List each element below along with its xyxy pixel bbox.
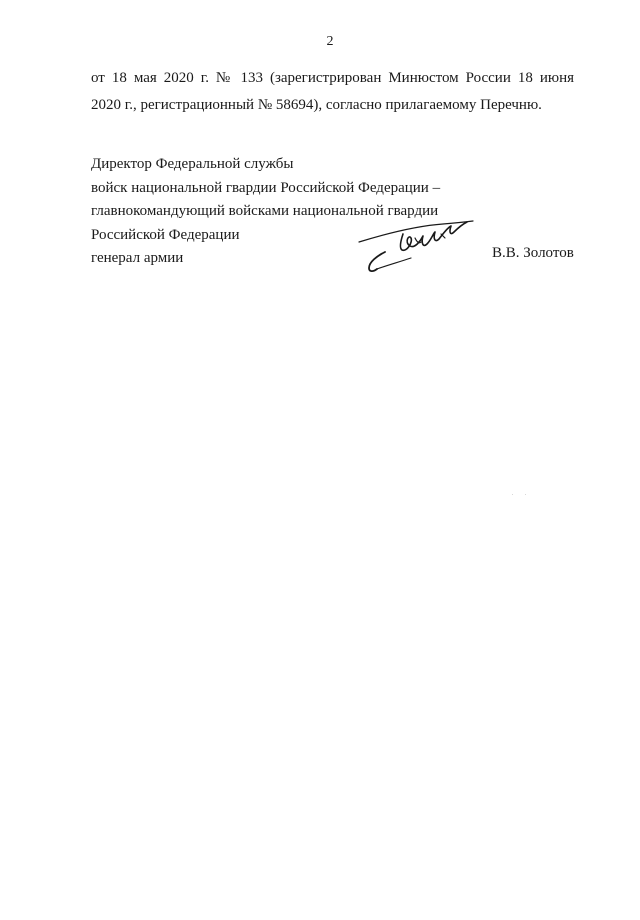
handwritten-signature-icon xyxy=(355,212,480,282)
body-paragraph xyxy=(91,65,574,119)
signatory-title-line: Российской Федерации xyxy=(91,226,240,243)
signatory-title-line: войск национальной гвардии Российской Федерации – xyxy=(91,179,441,196)
scan-speck xyxy=(525,494,526,495)
scan-speck xyxy=(512,494,513,495)
body-line: 2020 г., регистрационный № 58694), согласно прилагаемому Перечню. xyxy=(91,97,542,113)
body-line: от 18 мая 2020 г. № 133 (зарегистрирован Минюстом России 18 июня xyxy=(91,70,574,86)
signatory-title-line: главнокомандующий войсками национальной гвардии xyxy=(91,203,439,219)
signatory-rank: генерал армии xyxy=(91,250,184,266)
page-number: 2 xyxy=(326,34,334,49)
signatory-name: В.В. Золотов xyxy=(492,245,574,261)
signatory-title-line: Директор Федеральной службы xyxy=(91,156,294,172)
